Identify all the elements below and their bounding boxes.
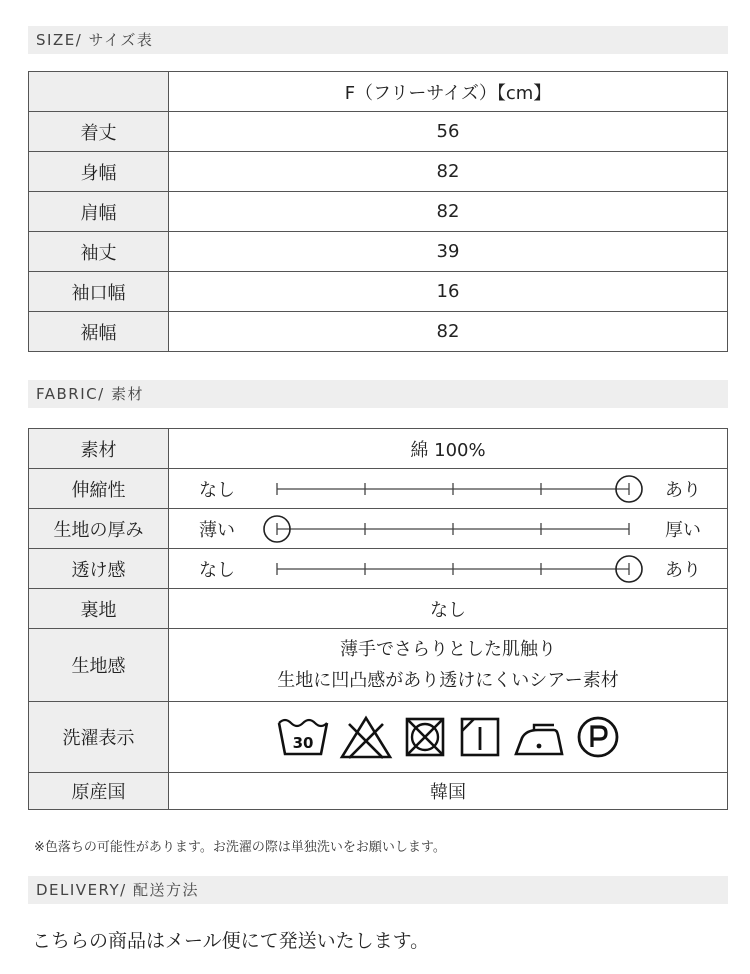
table-row (29, 192, 728, 232)
origin-value: 韓国 (169, 773, 728, 810)
no-tumble-dry-icon (402, 714, 448, 760)
stretch-label: 伸縮性 (29, 469, 169, 509)
size-column-header: F（フリーサイズ）【cm】 (169, 72, 728, 112)
scale-track (259, 469, 659, 509)
dry-clean-p-icon (575, 714, 621, 760)
size-row-value: 82 (169, 192, 728, 232)
sheerness-label: 透け感 (29, 549, 169, 589)
table-row (29, 312, 728, 352)
table-row (29, 589, 728, 629)
table-row (29, 429, 728, 469)
scale-right-label: あり (665, 479, 701, 501)
delivery-section-title: DELIVERY/ 配送方法 (28, 876, 728, 904)
scale-track (259, 549, 659, 589)
table-row (29, 232, 728, 272)
size-row-value: 39 (169, 232, 728, 272)
size-header-row (29, 72, 728, 112)
size-row-label: 裾幅 (29, 312, 169, 352)
care-label: 洗濯表示 (29, 702, 169, 773)
care-note: ※色落ちの可能性があります。お洗濯の際は単独洗いをお願いします。 (34, 840, 446, 855)
texture-value (169, 629, 728, 702)
size-row-value: 16 (169, 272, 728, 312)
origin-label: 原産国 (29, 773, 169, 810)
thickness-label: 生地の厚み (29, 509, 169, 549)
texture-line-2: 生地に凹凸感があり透けにくいシアー素材 (277, 670, 619, 691)
delivery-text: こちらの商品はメール便にて発送いたします。 (32, 930, 430, 952)
size-section-title: SIZE/ サイズ表 (28, 26, 728, 54)
size-row-label: 袖丈 (29, 232, 169, 272)
stretch-scale (169, 469, 728, 509)
no-bleach-icon (339, 714, 393, 760)
scale-right-label: あり (665, 559, 701, 581)
size-row-label: 袖口幅 (29, 272, 169, 312)
table-row (29, 112, 728, 152)
table-row (29, 152, 728, 192)
size-header-blank (29, 72, 169, 112)
wash-temp-label: 30 (292, 734, 313, 752)
table-row (29, 469, 728, 509)
wash-30-icon (276, 714, 330, 760)
size-row-value: 82 (169, 312, 728, 352)
material-value: 綿 100% (169, 429, 728, 469)
scale-left-label: なし (199, 479, 235, 501)
table-row (29, 272, 728, 312)
lining-value: なし (169, 589, 728, 629)
table-row (29, 509, 728, 549)
size-row-label: 着丈 (29, 112, 169, 152)
size-row-value: 82 (169, 152, 728, 192)
texture-line-1: 薄手でさらりとした肌触り (340, 639, 556, 660)
size-row-value: 56 (169, 112, 728, 152)
scale-right-label: 厚い (665, 519, 701, 541)
size-row-label: 肩幅 (29, 192, 169, 232)
table-row (29, 773, 728, 810)
table-row (29, 629, 728, 702)
fabric-table (28, 428, 728, 810)
line-dry-shade-icon (457, 714, 503, 760)
sheerness-scale (169, 549, 728, 589)
scale-left-label: なし (199, 559, 235, 581)
lining-label: 裏地 (29, 589, 169, 629)
thickness-scale (169, 509, 728, 549)
material-label: 素材 (29, 429, 169, 469)
table-row (29, 702, 728, 773)
size-table (28, 71, 728, 352)
texture-label: 生地感 (29, 629, 169, 702)
scale-left-label: 薄い (199, 519, 235, 541)
care-icons (169, 702, 728, 773)
scale-track (259, 509, 659, 549)
table-row (29, 549, 728, 589)
fabric-section-title: FABRIC/ 素材 (28, 380, 728, 408)
iron-low-icon (512, 714, 566, 760)
size-row-label: 身幅 (29, 152, 169, 192)
